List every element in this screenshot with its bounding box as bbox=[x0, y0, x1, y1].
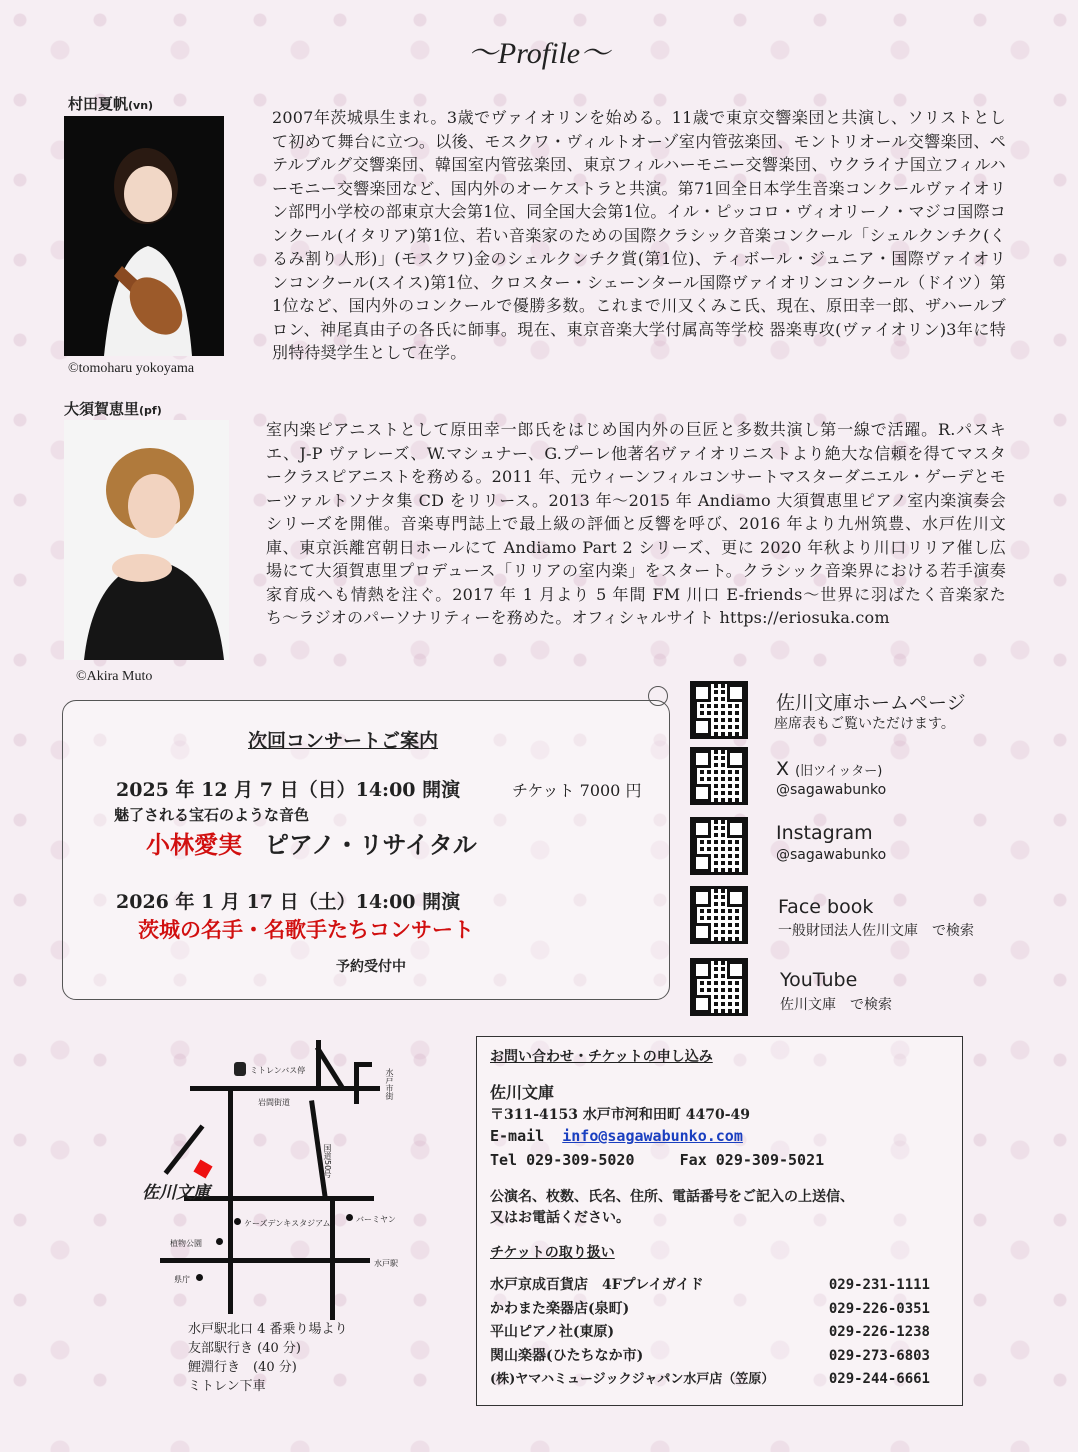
qr-code-icon[interactable] bbox=[690, 958, 748, 1016]
email-label: E-mail bbox=[490, 1127, 545, 1145]
fax-number: Fax 029-309-5021 bbox=[679, 1151, 825, 1169]
concert-ticket-price: チケット 7000 円 bbox=[512, 781, 642, 800]
map-road bbox=[160, 1258, 370, 1263]
map-label: バーミヤン bbox=[356, 1215, 396, 1224]
email-row bbox=[490, 1127, 743, 1145]
direction-label: 水戸市街 bbox=[385, 1068, 394, 1100]
next-concert-heading: 次回コンサートご案内 bbox=[248, 730, 439, 752]
sns-sub: @sagawabunko bbox=[776, 782, 887, 798]
org-name: 佐川文庫 bbox=[490, 1083, 555, 1102]
direction-line: 水戸駅北口 4 番乗り場より bbox=[188, 1322, 348, 1337]
direction-line: ミトレン下車 bbox=[188, 1379, 266, 1394]
outlet-tel: 029-273-6803 bbox=[828, 1347, 930, 1364]
outlet-name: かわまた楽器店(泉町) bbox=[490, 1300, 630, 1317]
outlet-name: (株)ヤマハミュージックジャパン水戸店（笠原） bbox=[490, 1372, 775, 1387]
outlet-row bbox=[490, 1345, 930, 1369]
sns-title-note: (旧ツイッター) bbox=[795, 764, 883, 779]
outlet-list bbox=[490, 1274, 930, 1392]
outlet-name: 関山楽器(ひたちなか市) bbox=[490, 1347, 644, 1364]
order-note: 又はお電話ください。 bbox=[490, 1210, 630, 1226]
access-map bbox=[140, 1040, 440, 1300]
restaurant-marker bbox=[346, 1214, 353, 1221]
outlet-name: 平山ピアノ社(東原) bbox=[490, 1324, 615, 1340]
concert-program: ピアノ・リサイタル bbox=[264, 830, 477, 859]
outlet-row bbox=[490, 1298, 930, 1322]
sns-sub: 座席表もご覧いただけます。 bbox=[774, 716, 955, 732]
performer-bio: 室内楽ピアニストとして原田幸一郎氏をはじめ国内外の巨匠と多数共演し第一線で活躍。R.パスキエ、J-P ヴァレーズ、W.マシュナー、G.プーレ他著名ヴァイオリニストより絶大な信頼を得てマスタークラスピアニストを務める。2011 年、元ウィーンフィルコンサートマスターダニエル・ゲーデとモーツァルトソナタ集 CD をリリース。2013 年〜2015 年 Andiamo 大須賀恵里ピアノ室内楽演奏会シリーズを開催。音楽専門誌上で最上級の評価と反響を呼び、2016 年より九州筑豊、水戸佐川文庫、東京浜離宮朝日ホールにて Andiamo Part 2 シリーズ、更に 2020 年秋より川口リリア催し広場にて大須賀恵里プロデュース「リリアの室内楽」をスタート。クラシック音楽界における若手演奏家育成へも情熱を注ぐ。2017 年 1 月より 5 年間 FM 川口 E-friends〜世界に羽ばたく音楽家たち〜ラジオのパーソナリティーを務めた。オフィシャルサイト https://eriosuka.com bbox=[266, 420, 1006, 627]
org-address: 〒311-4153 水戸市河和田町 4470-49 bbox=[490, 1107, 751, 1123]
pianist-photo bbox=[64, 420, 229, 660]
tel-number: Tel 029-309-5020 bbox=[490, 1151, 635, 1169]
sns-sub: @sagawabunko bbox=[776, 847, 887, 863]
prefecture-marker bbox=[196, 1274, 203, 1281]
bus-stop-label: ミトレンバス停 bbox=[250, 1066, 306, 1075]
performer-name-text: 大須賀恵里 bbox=[64, 400, 140, 418]
direction-line: 鯉淵行き (40 分) bbox=[188, 1360, 297, 1375]
scroll-curl bbox=[648, 686, 668, 706]
violinist-portrait bbox=[64, 116, 224, 356]
map-road bbox=[354, 1062, 359, 1104]
sns-title: 佐川文庫ホームページ bbox=[776, 692, 966, 714]
sns-title-text: X bbox=[776, 758, 790, 780]
tickets-heading: チケットの取り扱い bbox=[490, 1245, 615, 1261]
bus-icon bbox=[234, 1062, 246, 1076]
map-road bbox=[190, 1086, 380, 1091]
bus-directions bbox=[188, 1320, 348, 1396]
photo-credit: ©tomoharu yokoyama bbox=[68, 361, 195, 376]
sns-sub: 一般財団法人佐川文庫 で検索 bbox=[778, 923, 974, 939]
map-label: 水戸駅 bbox=[374, 1259, 398, 1268]
performer-name bbox=[64, 398, 162, 419]
concert-artist: 小林愛実 bbox=[146, 830, 242, 859]
outlet-row bbox=[490, 1274, 930, 1298]
map-label: ケーズデンキスタジアム bbox=[244, 1219, 331, 1228]
order-note: 公演名、枚数、氏名、住所、電話番号をご記入の上送信、 bbox=[490, 1189, 854, 1205]
qr-code-icon[interactable] bbox=[690, 747, 748, 805]
performer-role: (pf) bbox=[139, 404, 162, 417]
direction-line: 友部駅行き (40 分) bbox=[188, 1341, 301, 1356]
map-label: 植物公園 bbox=[170, 1239, 202, 1248]
tel-row bbox=[490, 1151, 824, 1169]
road-label: 国道50号 bbox=[323, 1144, 332, 1179]
concert-title bbox=[146, 825, 477, 860]
qr-code-icon[interactable] bbox=[690, 886, 748, 944]
qr-code-icon[interactable] bbox=[690, 681, 748, 739]
sns-title: Face book bbox=[778, 896, 874, 918]
map-road bbox=[184, 1196, 374, 1201]
performer-name-text: 村田夏帆 bbox=[68, 95, 129, 113]
outlet-tel: 029-244-6661 bbox=[828, 1371, 930, 1387]
qr-code-icon[interactable] bbox=[690, 817, 748, 875]
performer-role: (vn) bbox=[128, 99, 154, 112]
stadium-marker bbox=[234, 1218, 241, 1225]
sns-title: YouTube bbox=[780, 969, 858, 991]
pianist-portrait bbox=[64, 420, 229, 660]
concert-subtitle: 魅了される宝石のような音色 bbox=[114, 806, 310, 824]
page-title: 〜Profile〜 bbox=[467, 37, 611, 70]
park-marker bbox=[216, 1238, 223, 1245]
email-link[interactable]: info@sagawabunko.com bbox=[562, 1127, 743, 1145]
map-road bbox=[354, 1062, 372, 1067]
venue-label: 佐川文庫 bbox=[142, 1183, 210, 1203]
violinist-photo bbox=[64, 116, 224, 356]
venue-marker bbox=[193, 1159, 212, 1178]
concert-date: 2025 年 12 月 7 日（日）14:00 開演 bbox=[116, 779, 461, 801]
sns-sub: 佐川文庫 で検索 bbox=[780, 997, 892, 1013]
performer-bio: 2007年茨城県生まれ。3歳でヴァイオリンを始める。11歳で東京交響楽団と共演し、ソリストとして初めて舞台に立つ。以後、モスクワ・ヴィルトオーゾ室内管弦楽団、モントリオール交響楽団、ペテルブルグ交響楽団、韓国室内管弦楽団、東京フィルハーモニー交響楽団、ウクライナ国立フィルハーモニー交響楽団など、国内外のオーケストラと共演。第71回全日本学生音楽コンクールヴァイオリン部門小学校の部東京大会第1位、同全国大会第1位。イル・ピッコロ・ヴィオリーノ・マジコ国際コンクール(イタリア)第1位、若い音楽家のための国際クラシック音楽コンクール「シェルクンチク(くるみ割り人形)」(モスクワ)金のシェルクンチク賞(第1位)、ティボール・ジュニア・国際ヴァイオリンコンクール(スイス)第1位、クロスター・シェーンタール国際ヴァイオリンコンクール（ドイツ）第1位など、国内外のコンクールで優勝多数。これまで川又くみこ氏、現在、原田幸一郎、ザハールブロン、神尾真由子の各氏に師事。現在、東京音楽大学付属高等学校 器楽専攻(ヴァイオリン)3年に特別特待奨学生として在学。 bbox=[272, 108, 1006, 362]
concert-title: 茨城の名手・名歌手たちコンサート bbox=[138, 917, 474, 942]
concert-date: 2026 年 1 月 17 日（土）14:00 開演 bbox=[116, 891, 461, 913]
sns-title: Instagram bbox=[776, 822, 873, 844]
road-label: 岩間街道 bbox=[258, 1098, 290, 1107]
reservation-note: 予約受付中 bbox=[336, 959, 406, 975]
outlet-tel: 029-231-1111 bbox=[828, 1277, 930, 1293]
outlet-row bbox=[490, 1368, 930, 1392]
contact-heading: お問い合わせ・チケットの申し込み bbox=[490, 1049, 713, 1065]
map-label: 県庁 bbox=[174, 1275, 190, 1284]
sns-title bbox=[776, 758, 882, 780]
outlet-row bbox=[490, 1321, 930, 1345]
photo-credit: ©Akira Muto bbox=[76, 669, 153, 684]
outlet-tel: 029-226-1238 bbox=[828, 1324, 930, 1340]
outlet-tel: 029-226-0351 bbox=[828, 1300, 930, 1317]
outlet-name: 水戸京成百貨店 4Fプレイガイド bbox=[490, 1277, 704, 1293]
performer-name bbox=[68, 93, 153, 114]
